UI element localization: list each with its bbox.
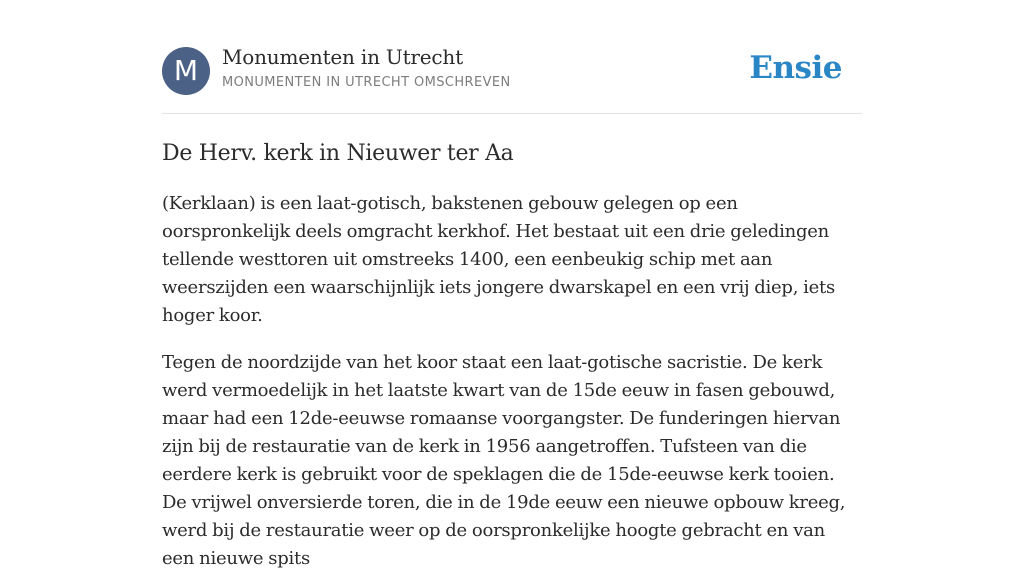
- ensie-logo-link[interactable]: Ensie: [749, 50, 842, 86]
- site-subtitle: MONUMENTEN IN UTRECHT OMSCHREVEN: [222, 75, 511, 90]
- content-container: [162, 0, 862, 573]
- site-avatar[interactable]: M: [162, 47, 210, 95]
- article-paragraph-2: Tegen de noordzijde van het koor staat een laat-gotische sacristie. De kerk werd vermoedelijk in het laatste kwart van de 15de eeuw in fasen gebouwd, maar had een 12de-eeuwse romaanse voorgangster. De funderingen hiervan zijn bij de restauratie van de kerk in 1956 aangetroffen. Tufsteen van die eerdere kerk is gebruikt voor de speklagen die de 15de-eeuwse kerk tooien. De vrijwel onversierde toren, die in de 19de eeuw een nieuwe opbouw kreeg, werd bij de restauratie weer op de oorspronkelijke hoogte gebracht en van een nieuwe spits: [162, 352, 846, 569]
- article-paragraph-1: (Kerklaan) is een laat-gotisch, bakstenen gebouw gelegen op een oorspronkelijk deels omgracht kerkhof. Het bestaat uit een drie geledingen tellende westtoren uit omstreeks 1400, een eenbeukig schip met aan weerszijden een waarschijnlijk iets jongere dwarskapel en een vrij diep, iets hoger koor.: [162, 193, 836, 326]
- site-title[interactable]: Monumenten in Utrecht: [222, 45, 463, 69]
- article-title: De Herv. kerk in Nieuwer ter Aa: [162, 141, 514, 166]
- article: [162, 140, 862, 573]
- site-header: [162, 0, 862, 114]
